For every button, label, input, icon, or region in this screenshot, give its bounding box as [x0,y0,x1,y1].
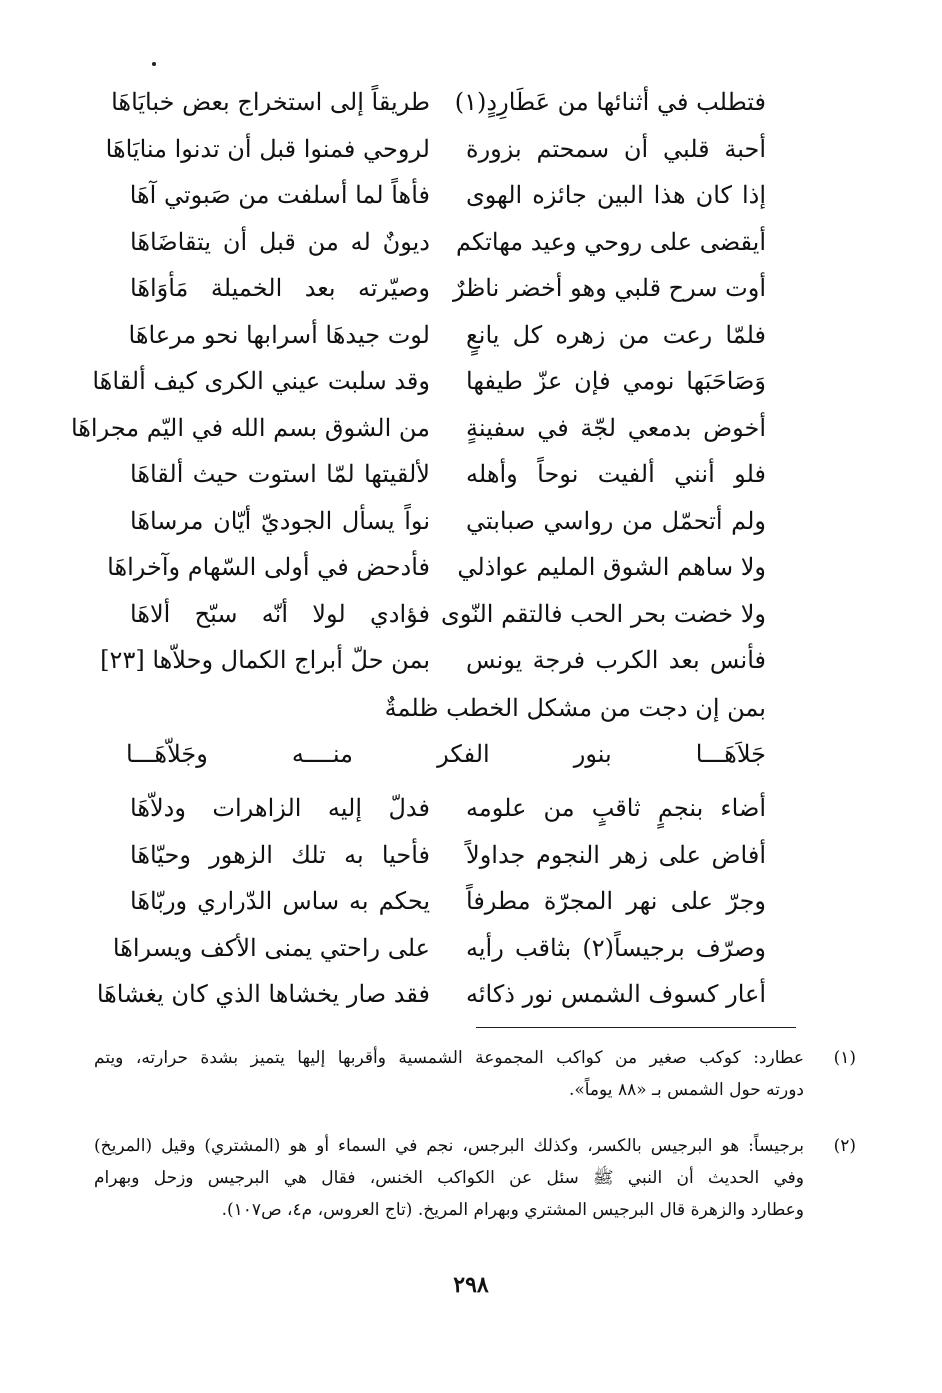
hemistich-first: فتطلب في أثنائها من عَطَارِدٍ(١) [454,88,766,116]
couplet [0,80,942,126]
hemistich-first: ولا ساهم الشوق المليم عواذلي [457,553,766,581]
hemistich-second: فؤادي لولا أنّه سبّح ألاهَا [130,599,430,628]
hemistich-second: ديونٌ له من قبل أن يتقاضَاهَا [130,227,430,256]
page-number: ٢٩٨ [453,1272,489,1298]
footnote-line: وفي الحديث أن النبي ﷺ سئل عن الكواكب الخنس، فقال هي البرجيس وزحل وبهرام [94,1168,804,1188]
hemistich-second: فأهاً لما أسلفت من صَبوتي آهَا [129,181,430,209]
hemistich-first: ولم أتحمّل من رواسي صبابتي [466,506,766,535]
hemistich-second: فأحيا به تلك الزهور وحيّاهَا [130,840,430,869]
hemistich-first: وجرّ على نهر المجرّة مطرفاً [466,887,766,915]
couplet [0,499,942,545]
hemistich-first: فأنس بعد الكرب فرجة يونس [466,646,766,674]
hemistich-first: فلو أنني ألفيت نوحاً وأهله [466,460,766,488]
hemistich-first: إذا كان هذا البين جائزه الهوى [466,181,766,209]
footnote-line: وعطارد والزهرة قال البرجيس المشتري وبهرام المريخ. (تاج العروس، م٤، ص١٠٧). [221,1200,804,1220]
hemistich-second: نواً يسأل الجوديّ أيّان مرساهَا [130,506,430,535]
couplet [0,926,942,972]
couplet [0,833,942,879]
hemistich-first: أحبة قلبي أن سمحتم بزورة [466,134,766,163]
ink-dot [152,62,156,66]
hemistich-second: فدلّ إليه الزاهرات ودلاّهَا [130,794,430,822]
hemistich-second: من الشوق بسم الله في اليّم مجراهَا [70,413,430,442]
hemistich-second: طريقاً إلى استخراج بعض خبايَاهَا [111,88,430,116]
couplet [0,786,942,832]
hemistich-second: بمن حلّ أبراج الكمال وحلاّها [٢٣] [100,646,430,674]
hemistich-second: على راحتي يمنى الأكف ويسراهَا [112,933,430,962]
footnote-line: عطارد: كوكب صغير من كواكب المجموعة الشمسية وأقربها إليها يتميز بشدة حرارته، ويتم [94,1048,804,1068]
footnote-line: برجيساً: هو البرجيس بالكسر، وكذلك البرجس، نجم في السماء أو هو (المشتري) وقيل (المريخ) [94,1136,804,1156]
hemistich-second: يحكم به ساس الدّراري وربّاهَا [130,887,430,915]
couplet [0,406,942,452]
couplet [0,313,942,359]
verse-line: بمن إن دجت من مشكل الخطب ظلمةٌ [384,694,766,722]
couplet [0,972,942,1018]
hemistich-first: أوت سرح قلبي وهو أخضر ناظرٌ [452,274,766,302]
hemistich-first: ولا خضت بحر الحب فالتقم النّوى [441,599,766,628]
footnote-line: دورته حول الشمس بـ «٨٨ يوماً». [568,1080,804,1100]
couplet [0,879,942,925]
hemistich-second: وقد سلبت عيني الكرى كيف ألقاهَا [92,367,430,395]
footnote-number: (١) [833,1048,856,1068]
footnote-number: (٢) [833,1136,856,1156]
hemistich-first: أخوض بدمعي لجّة في سفينةٍ [466,413,766,442]
hemistich-second: لوت جيدهَا أسرابها نحو مرعاهَا [128,320,430,349]
couplet [0,359,942,405]
footnote [94,1042,856,1106]
hemistich-first: أعار كسوف الشمس نور ذكائه [465,980,766,1008]
couplet [0,592,942,638]
hemistich-second: لروحي فمنوا قبل أن تدنوا منايَاهَا [105,134,430,163]
hemistich-first: أضاء بنجمٍ ثاقبٍ من علومه [466,794,766,822]
couplet [0,545,942,591]
couplet [0,220,942,266]
verse-line: جَلاَهَـــا بنور الفكر منــــه وجَلاّهَـــا [126,740,766,768]
couplet [0,266,942,312]
hemistich-first: أفاض على زهر النجوم جداولاً [466,840,766,869]
hemistich-second: وصيّرته بعد الخميلة مَأوَاهَا [130,274,430,302]
couplet [0,173,942,219]
hemistich-first: وَصَاحَبَها نومي فإن عزّ طيفها [466,367,766,395]
couplet [0,127,942,173]
footnote [94,1130,856,1226]
hemistich-second: لألقيتها لمّا استوت حيث ألقاهَا [130,460,430,488]
hemistich-first: أيقضى على روحي وعيد مهاتكم [456,227,766,256]
hemistich-first: وصرّف برجيساً(٢) بثاقب رأيه [466,933,766,962]
couplet [0,452,942,498]
footnote-separator [476,1027,796,1028]
hemistich-second: فأدحض في أولى السّهام وآخراهَا [107,553,430,581]
couplet [0,638,942,684]
hemistich-first: فلمّا رعت من زهره كل يانعٍ [466,320,766,349]
hemistich-second: فقد صار يخشاها الذي كان يغشاهَا [96,980,430,1008]
